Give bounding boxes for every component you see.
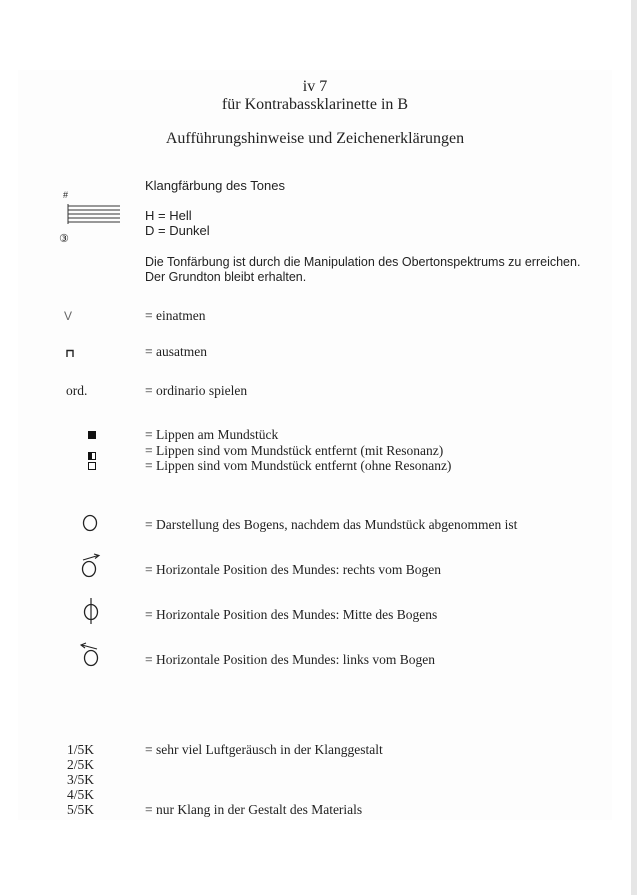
page-edge — [631, 0, 637, 895]
half-filled-square-icon — [88, 447, 96, 455]
mitte-text: = Horizontale Position des Mundes: Mitte des Bogens — [145, 607, 438, 622]
mouth-right-of-bow-icon — [80, 553, 102, 579]
page-subtitle: für Kontrabassklarinette in B — [221, 96, 409, 113]
ausatmen-text: = ausatmen — [145, 344, 207, 359]
einatmen-text: = einatmen — [145, 308, 206, 323]
def-dunkel: D = Dunkel — [145, 223, 210, 238]
bow-circle-icon — [80, 513, 100, 533]
sharp-sign: # — [63, 190, 69, 200]
k-last-text: = nur Klang in der Gestalt des Materials — [145, 802, 363, 817]
k-label-3: 3/5K — [67, 772, 94, 787]
k-label-2: 2/5K — [67, 757, 94, 772]
lippen-am-text: = Lippen am Mundstück — [145, 427, 279, 442]
rechts-text: = Horizontale Position des Mundes: rechts vom Bogen — [145, 562, 441, 577]
links-text: = Horizontale Position des Mundes: links vom Bogen — [145, 652, 435, 667]
k-label-5: 5/5K — [67, 802, 94, 817]
filled-square-icon — [88, 431, 96, 439]
def-hell: H = Hell — [145, 208, 192, 223]
klangfarbe-heading: Klangfärbung des Tones — [145, 178, 285, 193]
einatmen-symbol: V — [64, 309, 73, 323]
k-first-text: = sehr viel Luftgeräusch in der Klanggestalt — [145, 742, 383, 757]
lippen-ohne-text: = Lippen sind vom Mundstück entfernt (ohne Resonanz) — [145, 458, 452, 473]
ord-label: ord. — [66, 383, 88, 398]
section-heading: Aufführungshinweise und Zeichenerklärungen — [165, 130, 465, 147]
ausatmen-symbol — [66, 345, 74, 354]
bogen-text: = Darstellung des Bogens, nachdem das Mundstück abgenommen ist — [145, 517, 518, 532]
lippen-mit-text: = Lippen sind vom Mundstück entfernt (mit Resonanz) — [145, 443, 444, 458]
explanation-line-2: Der Grundton bleibt erhalten. — [145, 270, 307, 284]
page-title: iv 7 — [302, 78, 328, 95]
circled-three: ③ — [59, 233, 69, 245]
mouth-left-of-bow-icon — [78, 642, 100, 668]
mouth-middle-of-bow-icon — [82, 596, 100, 626]
empty-square-icon — [88, 462, 96, 470]
k-label-4: 4/5K — [67, 787, 94, 802]
k-label-1: 1/5K — [67, 742, 94, 757]
ordinario-text: = ordinario spielen — [145, 383, 248, 398]
explanation-line-1: Die Tonfärbung ist durch die Manipulation des Obertonspektrums zu erreichen. — [145, 255, 581, 269]
staff-with-sharp-icon — [60, 190, 124, 246]
